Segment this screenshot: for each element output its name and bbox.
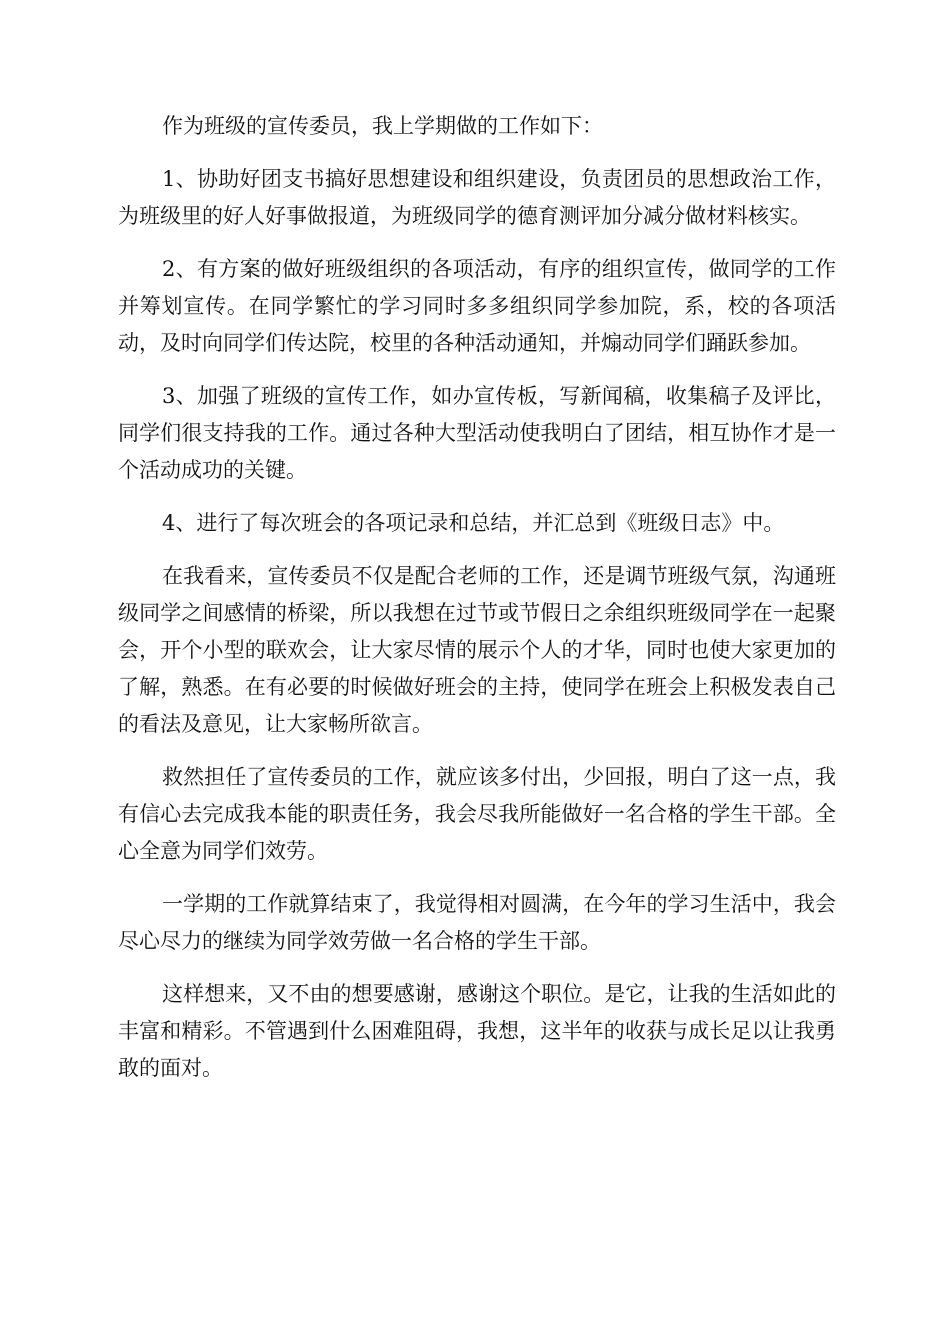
item-2-paragraph: 2、有方案的做好班级组织的各项活动，有序的组织宣传，做同学的工作并筹划宣传。在同学繁忙的学习同时多多组织同学参加院，系，校的各项活动，及时向同学们传达院，校里的各种活动通知，并煽动同学们踊跃参加。 (118, 257, 836, 355)
item-3-paragraph: 3、加强了班级的宣传工作，如办宣传板，写新闻稿，收集稿子及评比，同学们很支持我的工作。通过各种大型活动使我明白了团结，相互协作才是一个活动成功的关键。 (118, 384, 836, 482)
commitment-paragraph: 救然担任了宣传委员的工作，就应该多付出，少回报，明白了这一点，我有信心去完成我本能的职责任务，我会尽我所能做好一名合格的学生干部。全心全意为同学们效劳。 (118, 765, 836, 863)
reflection-paragraph: 在我看来，宣传委员不仅是配合老师的工作，还是调节班级气氛，沟通班级同学之间感情的桥梁，所以我想在过节或节假日之余组织班级同学在一起聚会，开个小型的联欢会，让大家尽情的展示个人的才华，同时也使大家更加的了解，熟悉。在有必要的时候做好班会的主持，使同学在班会上积极发表自己的看法及意见，让大家畅所欲言。 (118, 564, 836, 736)
summary-paragraph: 一学期的工作就算结束了，我觉得相对圆满，在今年的学习生活中，我会尽心尽力的继续为同学效劳做一名合格的学生干部。 (118, 892, 836, 953)
item-4-paragraph: 4、进行了每次班会的各项记录和总结，并汇总到《班级日志》中。 (162, 511, 785, 535)
document-body (118, 108, 836, 1103)
closing-paragraph: 这样想来，又不由的想要感谢，感谢这个职位。是它，让我的生活如此的丰富和精彩。不管遇到什么困难阻碍，我想，这半年的收获与成长足以让我勇敢的面对。 (118, 982, 836, 1080)
intro-paragraph: 作为班级的宣传委员，我上学期做的工作如下： (162, 114, 603, 138)
item-1-paragraph: 1、协助好团支书搞好思想建设和组织建设，负责团员的思想政治工作，为班级里的好人好事做报道，为班级同学的德育测评加分减分做材料核实。 (118, 167, 836, 228)
